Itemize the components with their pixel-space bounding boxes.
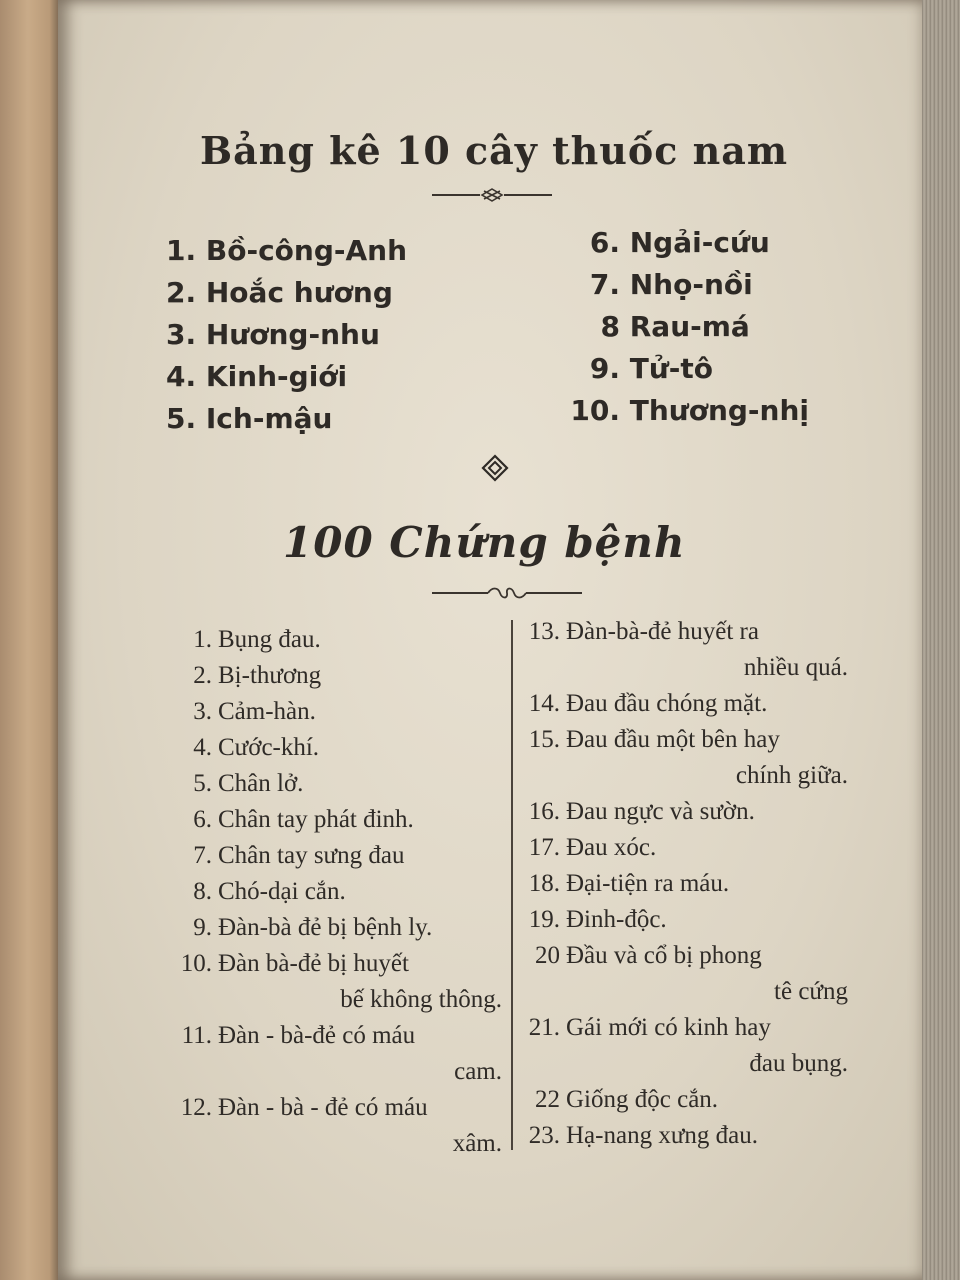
- disease-item: 2. Bị-thương: [193, 662, 322, 689]
- herb-item: 8 Rau-má: [600, 310, 750, 343]
- herb-item: 6. Ngải-cứu: [589, 226, 770, 259]
- diseases-title: 100 Chứng bệnh: [283, 518, 686, 567]
- disease-item: 7. Chân tay sưng đau: [193, 842, 405, 869]
- disease-continuation: bế không thông.: [340, 986, 502, 1013]
- disease-continuation: nhiều quá.: [743, 654, 848, 681]
- disease-item: 4. Cước-khí.: [193, 734, 320, 761]
- disease-item: 15. Đau đầu một bên hay chính giữa.: [522, 722, 848, 794]
- scroll-ornament-icon: [432, 584, 582, 602]
- herb-item: 7. Nhọ-nồi: [589, 268, 753, 301]
- herb-item: 10. Thương-nhị: [570, 394, 810, 427]
- disease-item: 13. Đàn-bà-đẻ huyết ra nhiều quá.: [522, 614, 848, 686]
- herb-item: 9. Tử-tô: [589, 352, 714, 385]
- disease-item: 10. Đàn bà-đẻ bị huyết bế không thông.: [180, 946, 502, 1018]
- disease-item: 23. Hạ-nang xưng đau.: [528, 1122, 758, 1149]
- disease-item: 20 Đầu và cổ bị phong tê cứng: [522, 938, 848, 1010]
- disease-continuation: chính giữa.: [735, 762, 848, 789]
- herbs-list-left: [166, 230, 407, 440]
- disease-item: 12. Đàn - bà - đẻ có máu xâm.: [180, 1090, 502, 1162]
- left-page-edge: [0, 0, 62, 1280]
- herb-item: 1. Bồ-công-Anh: [166, 234, 408, 267]
- disease-item: 8. Chó-dại cắn.: [193, 878, 346, 905]
- disease-item: 19. Đinh-độc.: [528, 906, 667, 933]
- herb-item: 3. Hương-nhu: [166, 318, 380, 351]
- disease-list-right: [522, 614, 848, 1154]
- herb-item: 4. Kinh-giới: [166, 360, 348, 393]
- disease-item: 3. Cảm-hàn.: [193, 698, 316, 725]
- disease-item: 14. Đau đầu chóng mặt.: [528, 690, 768, 717]
- disease-list-left: [180, 622, 502, 1162]
- disease-item: 17. Đau xóc.: [528, 834, 657, 861]
- disease-item: 6. Chân tay phát đinh.: [193, 806, 414, 833]
- column-divider: [511, 620, 513, 1150]
- disease-item: 16. Đau ngực và sườn.: [528, 798, 755, 825]
- herbs-title: Bảng kê 10 cây thuốc nam: [200, 128, 789, 173]
- disease-item: 9. Đàn-bà đẻ bị bệnh ly.: [193, 914, 433, 941]
- page-stack-edge: [922, 0, 960, 1280]
- disease-item: 11. Đàn - bà-đẻ có máu cam.: [180, 1018, 502, 1090]
- title-ornament-icon: [432, 186, 552, 204]
- herb-item: 2. Hoắc hương: [166, 276, 393, 309]
- herb-item: 5. Ich-mậu: [166, 402, 333, 435]
- disease-continuation: tê cứng: [774, 978, 848, 1005]
- disease-continuation: cam.: [454, 1058, 502, 1085]
- disease-continuation: đau bụng.: [749, 1050, 848, 1077]
- disease-item: 22 Giống độc cắn.: [535, 1086, 719, 1113]
- diamond-ornament-icon: [481, 454, 509, 482]
- disease-continuation: xâm.: [452, 1130, 502, 1157]
- disease-item: 1. Bụng đau.: [193, 626, 321, 653]
- disease-item: 18. Đại-tiện ra máu.: [528, 870, 730, 897]
- herbs-list-right: [570, 222, 809, 432]
- disease-item: 21. Gái mới có kinh hay đau bụng.: [522, 1010, 848, 1082]
- disease-item: 5. Chân lở.: [193, 770, 304, 797]
